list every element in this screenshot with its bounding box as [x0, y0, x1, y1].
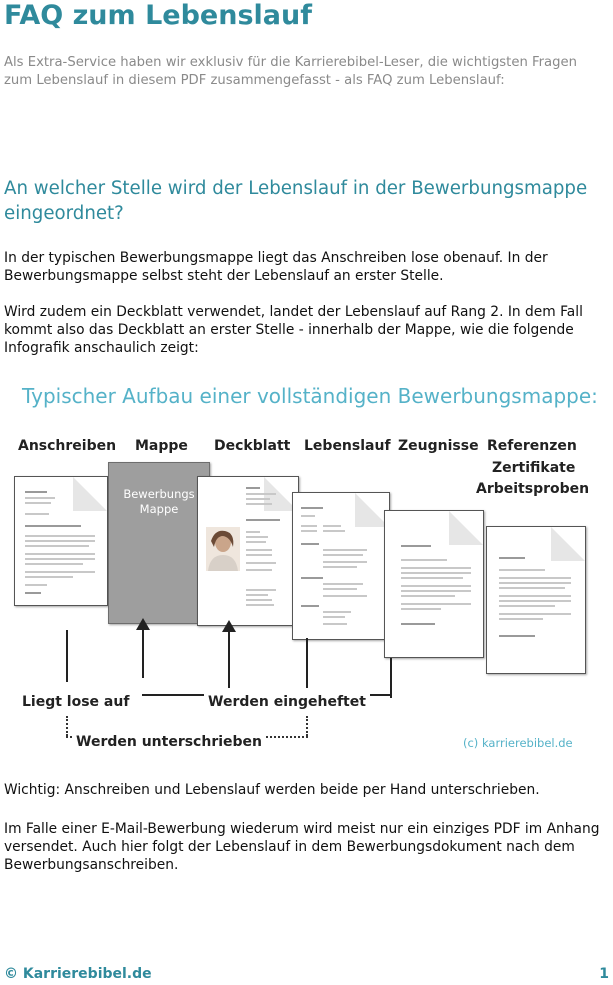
- folder-label: [109, 487, 209, 517]
- doc-zeugnisse: [384, 510, 484, 658]
- person-icon: [206, 527, 240, 571]
- page-title: FAQ zum Lebenslauf: [4, 0, 312, 31]
- infographic-title: Typischer Aufbau einer vollständigen Bewerbungsmappe:: [22, 384, 598, 408]
- paragraph-email-bewerbung: Im Falle einer E-Mail-Bewerbung wiederum wird meist nur ein einziges PDF im Anhang versendet. Auch hier folgt der Lebenslauf in dem Bewerbungsdokument nach dem Bewerbungsanschreiben.: [4, 821, 600, 873]
- column-head-mappe: Mappe: [135, 438, 188, 454]
- doc-anschreiben: [14, 476, 108, 606]
- arrow-lebenslauf-shaft: [228, 630, 230, 688]
- folder-bewerbungsmappe: [108, 462, 210, 624]
- folder-label-line2: Mappe: [139, 502, 179, 516]
- page-fold-icon: [449, 511, 483, 545]
- arrow-deckblatt-shaft: [142, 630, 144, 678]
- infographic-bewerbungsmappe: [10, 380, 606, 760]
- footer-copyright: © Karrierebibel.de: [4, 966, 152, 982]
- column-head-referenzen: Referenzen: [487, 438, 577, 454]
- column-head-arbeitsproben: Arbeitsproben: [476, 481, 590, 497]
- applicant-photo: [206, 527, 240, 571]
- column-head-deckblatt: Deckblatt: [214, 438, 291, 454]
- intro-text: Als Extra-Service haben wir exklusiv für die Karrierebibel-Leser, die wichtigsten Fragen zum Lebenslauf in diesem PDF zusammengefasst - als FAQ zum Lebenslauf:: [4, 55, 577, 88]
- column-head-anschreiben: Anschreiben: [18, 438, 117, 454]
- infographic-copyright: (c) karrierebibel.de: [463, 736, 573, 750]
- label-werden-eingeheftet: Werden eingeheftet: [204, 694, 370, 710]
- column-head-lebenslauf: Lebenslauf: [304, 438, 391, 454]
- doc-referenzen: [486, 526, 586, 674]
- doc-lebenslauf: [292, 492, 390, 640]
- page-fold-icon: [551, 527, 585, 561]
- line-zeugnisse: [390, 658, 392, 698]
- arrow-up-icon: [136, 618, 150, 632]
- label-liegt-lose-auf: Liegt lose auf: [22, 694, 130, 710]
- column-head-zertifikate: Zertifikate: [492, 460, 576, 476]
- dotted-line-left: [66, 716, 68, 736]
- arrow-up-icon: [222, 620, 236, 634]
- page-number: 1: [599, 966, 609, 982]
- line-anschreiben: [66, 630, 68, 682]
- page-fold-icon: [73, 477, 107, 511]
- label-werden-unterschrieben: Werden unterschrieben: [72, 734, 266, 750]
- paragraph-unterschrift: Wichtig: Anschreiben und Lebenslauf werden beide per Hand unterschrieben.: [4, 782, 540, 798]
- dotted-line-right: [306, 716, 308, 736]
- folder-label-line1: Bewerbungs: [123, 487, 195, 501]
- paragraph-anschreiben-lose: In der typischen Bewerbungsmappe liegt das Anschreiben lose obenauf. In der Bewerbungsmappe selbst steht der Lebenslauf an erster Stelle.: [4, 250, 548, 284]
- question-heading: An welcher Stelle wird der Lebenslauf in der Bewerbungsmappe eingeordnet?: [4, 178, 588, 224]
- column-head-zeugnisse: Zeugnisse: [398, 438, 479, 454]
- doc-deckblatt: [197, 476, 299, 626]
- line-lebenslauf: [306, 638, 308, 688]
- paragraph-deckblatt: Wird zudem ein Deckblatt verwendet, landet der Lebenslauf auf Rang 2. In dem Fall kommt also das Deckblatt an erster Stelle - innerhalb der Mappe, wie die folgende Infografik anschaulich zeigt:: [4, 304, 583, 356]
